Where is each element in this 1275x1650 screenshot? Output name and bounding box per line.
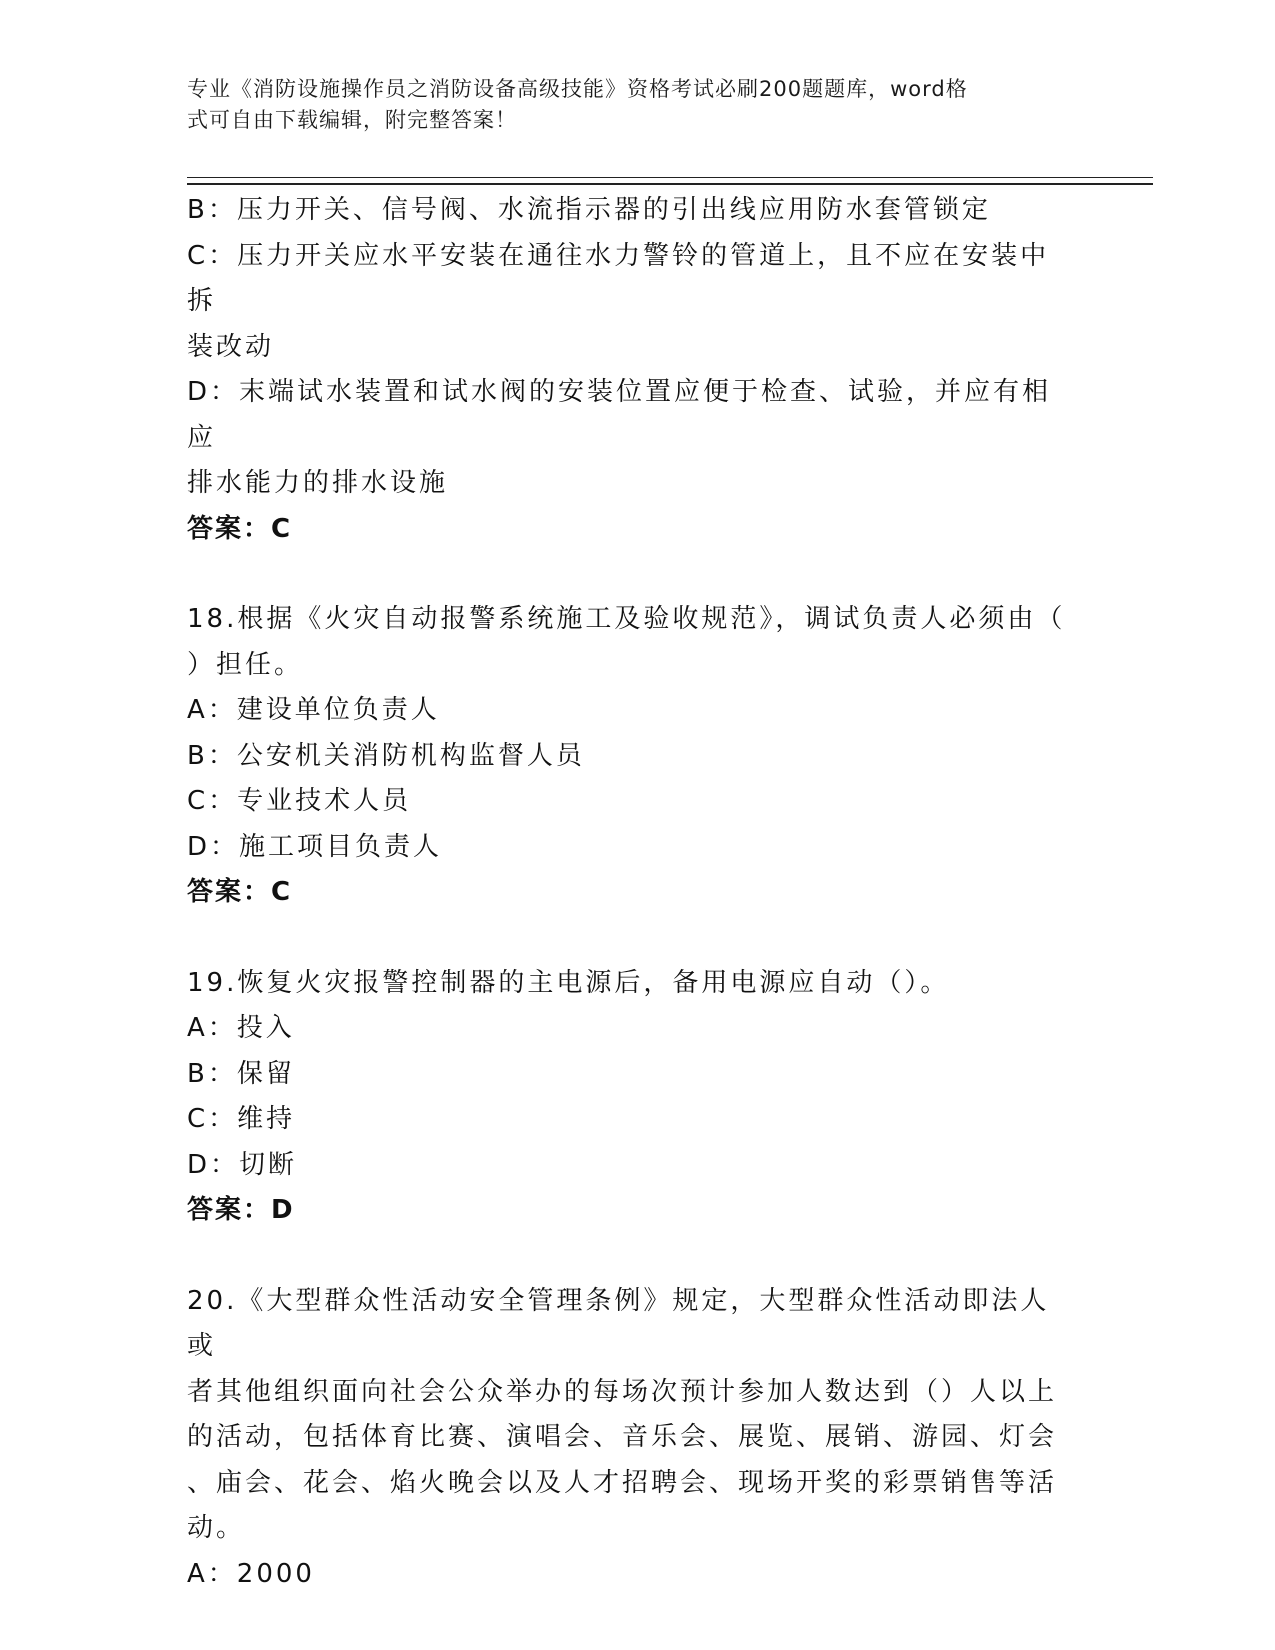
question-18 bbox=[187, 597, 1067, 916]
option-d: D：施工项目负责人 bbox=[187, 831, 443, 862]
answer: 答案：D bbox=[187, 1195, 295, 1225]
option-a: A：建设单位负责人 bbox=[187, 695, 440, 725]
spacer bbox=[187, 916, 1067, 961]
question-stem-line-1: 20.《大型群众性活动安全管理条例》规定，大型群众性活动即法人或 bbox=[187, 1285, 1050, 1361]
answer: 答案：C bbox=[187, 513, 293, 544]
option-b: B：保留 bbox=[187, 1058, 295, 1089]
document-header bbox=[187, 74, 1067, 136]
question-17 bbox=[187, 188, 1067, 552]
header-divider-thin bbox=[187, 177, 1153, 178]
option-b: B：公安机关消防机构监督人员 bbox=[187, 740, 585, 771]
header-title-line-2: 式可自由下载编辑，附完整答案！ bbox=[187, 108, 517, 132]
option-d: D：切断 bbox=[187, 1149, 298, 1180]
question-stem-line-5: 动。 bbox=[187, 1513, 246, 1543]
question-stem-line-1: 18.根据《火灾自动报警系统施工及验收规范》，调试负责人必须由（ bbox=[187, 604, 1066, 634]
header-divider-thick bbox=[187, 183, 1153, 185]
question-stem-line-2: 者其他组织面向社会公众举办的每场次预计参加人数达到（）人以上 bbox=[187, 1376, 1058, 1407]
question-stem-line-2: ）担任。 bbox=[187, 649, 304, 680]
option-d-line-1: D：末端试水装置和试水阀的安装位置应便于检查、试验，并应有相应 bbox=[187, 377, 1052, 453]
question-stem: 19.恢复火灾报警控制器的主电源后，备用电源应自动（）。 bbox=[187, 967, 950, 998]
question-stem-line-4: 、庙会、花会、焰火晚会以及人才招聘会、现场开奖的彩票销售等活 bbox=[187, 1467, 1058, 1498]
spacer bbox=[187, 1234, 1067, 1279]
option-a: A：投入 bbox=[187, 1013, 295, 1043]
question-19 bbox=[187, 961, 1067, 1234]
option-d-line-2: 排水能力的排水设施 bbox=[187, 468, 449, 498]
answer: 答案：C bbox=[187, 877, 293, 907]
option-c: C：专业技术人员 bbox=[187, 786, 412, 816]
question-stem-line-3: 的活动，包括体育比赛、演唱会、音乐会、展览、展销、游园、灯会 bbox=[187, 1422, 1058, 1452]
option-a: A：2000 bbox=[187, 1558, 315, 1589]
option-c-line-2: 装改动 bbox=[187, 331, 275, 362]
question-list bbox=[187, 188, 1067, 1597]
question-20 bbox=[187, 1279, 1067, 1598]
spacer bbox=[187, 552, 1067, 597]
option-c: C：维持 bbox=[187, 1104, 296, 1134]
option-b: B：压力开关、信号阀、水流指示器的引出线应用防水套管锁定 bbox=[187, 195, 991, 225]
header-title-line-1: 专业《消防设施操作员之消防设备高级技能》资格考试必刷200题题库，word格 bbox=[187, 77, 968, 101]
option-c-line-1: C：压力开关应水平安装在通往水力警铃的管道上，且不应在安装中拆 bbox=[187, 240, 1050, 316]
